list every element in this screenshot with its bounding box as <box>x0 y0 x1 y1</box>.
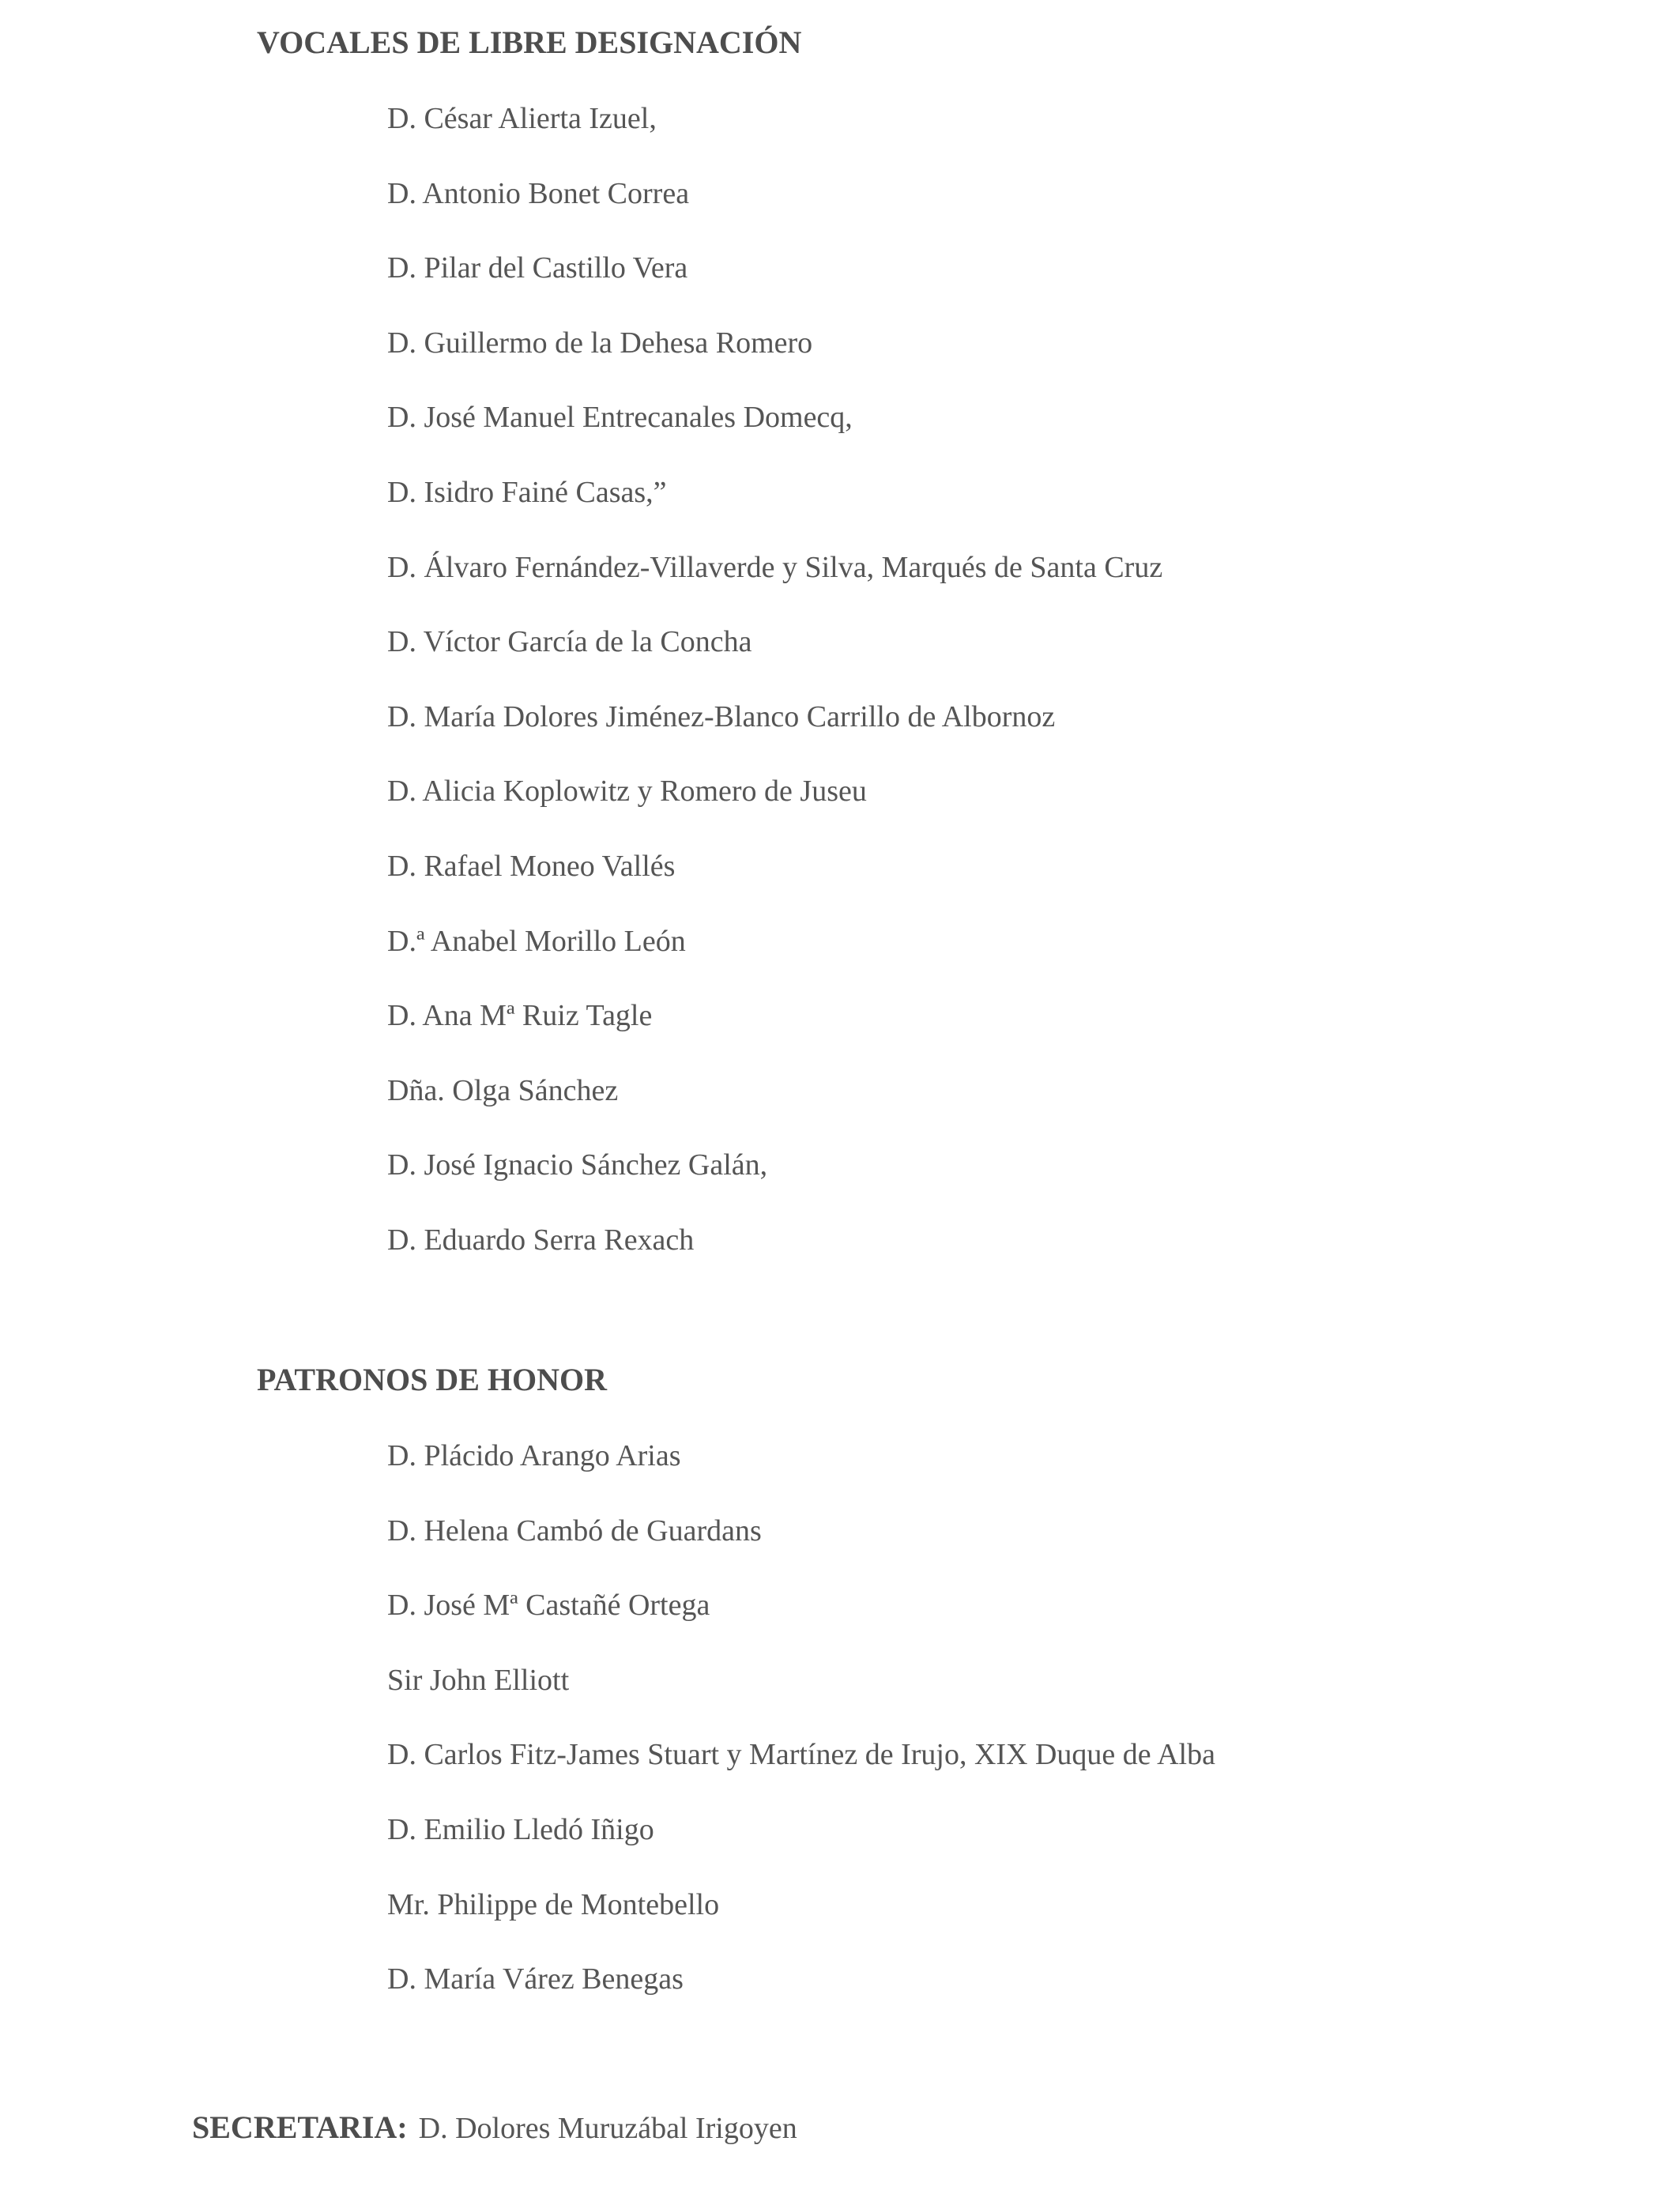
vocal-list-item: D. José Manuel Entrecanales Domecq, <box>387 401 853 435</box>
patronos-heading: PATRONOS DE HONOR <box>257 1362 607 1397</box>
vocal-list-item: D. Alicia Koplowitz y Romero de Juseu <box>387 775 867 809</box>
vocal-list-item: D. María Dolores Jiménez-Blanco Carrillo de Albornoz <box>387 699 1056 733</box>
vocal-list-item: D. Pilar del Castillo Vera <box>387 251 688 285</box>
patrono-list-item: D. Carlos Fitz-James Stuart y Martínez de Irujo, XIX Duque de Alba <box>387 1738 1215 1772</box>
vocal-list-item: D. César Alierta Izuel, <box>387 102 657 135</box>
vocal-list-item: D. Rafael Moneo Vallés <box>387 849 676 883</box>
vocal-list-item: Dña. Olga Sánchez <box>387 1073 619 1107</box>
patronos-list <box>387 1419 1215 2017</box>
vocal-list-item: D. Víctor García de la Concha <box>387 625 752 659</box>
patrono-list-item: D. José Mª Castañé Ortega <box>387 1589 710 1623</box>
patrono-list-item: D. Emilio Lledó Iñigo <box>387 1812 654 1846</box>
secretaria-label: SECRETARIA: <box>192 2109 408 2145</box>
patrono-list-item: D. María Várez Benegas <box>387 1962 684 1996</box>
vocal-list-item: D. Eduardo Serra Rexach <box>387 1223 695 1257</box>
vocales-heading: VOCALES DE LIBRE DESIGNACIÓN <box>257 25 802 60</box>
vocal-list-item: D. Álvaro Fernández-Villaverde y Silva, Marqués de Santa Cruz <box>387 550 1163 584</box>
patrono-list-item: Sir John Elliott <box>387 1663 570 1697</box>
vocal-list-item: D. Isidro Fainé Casas,” <box>387 475 667 509</box>
secretaria-line <box>192 2109 797 2146</box>
patrono-list-item: D. Helena Cambó de Guardans <box>387 1514 762 1547</box>
secretaria-name: D. Dolores Muruzábal Irigoyen <box>418 2112 797 2145</box>
vocal-list-item: D. José Ignacio Sánchez Galán, <box>387 1148 768 1182</box>
vocales-list <box>387 81 1162 1278</box>
patrono-list-item: Mr. Philippe de Montebello <box>387 1887 720 1921</box>
vocal-list-item: D. Ana Mª Ruiz Tagle <box>387 999 653 1033</box>
vocal-list-item: D. Antonio Bonet Correa <box>387 176 690 210</box>
patrono-list-item: D. Plácido Arango Arias <box>387 1439 681 1472</box>
vocal-list-item: D.ª Anabel Morillo León <box>387 924 686 958</box>
vocal-list-item: D. Guillermo de la Dehesa Romero <box>387 326 813 360</box>
